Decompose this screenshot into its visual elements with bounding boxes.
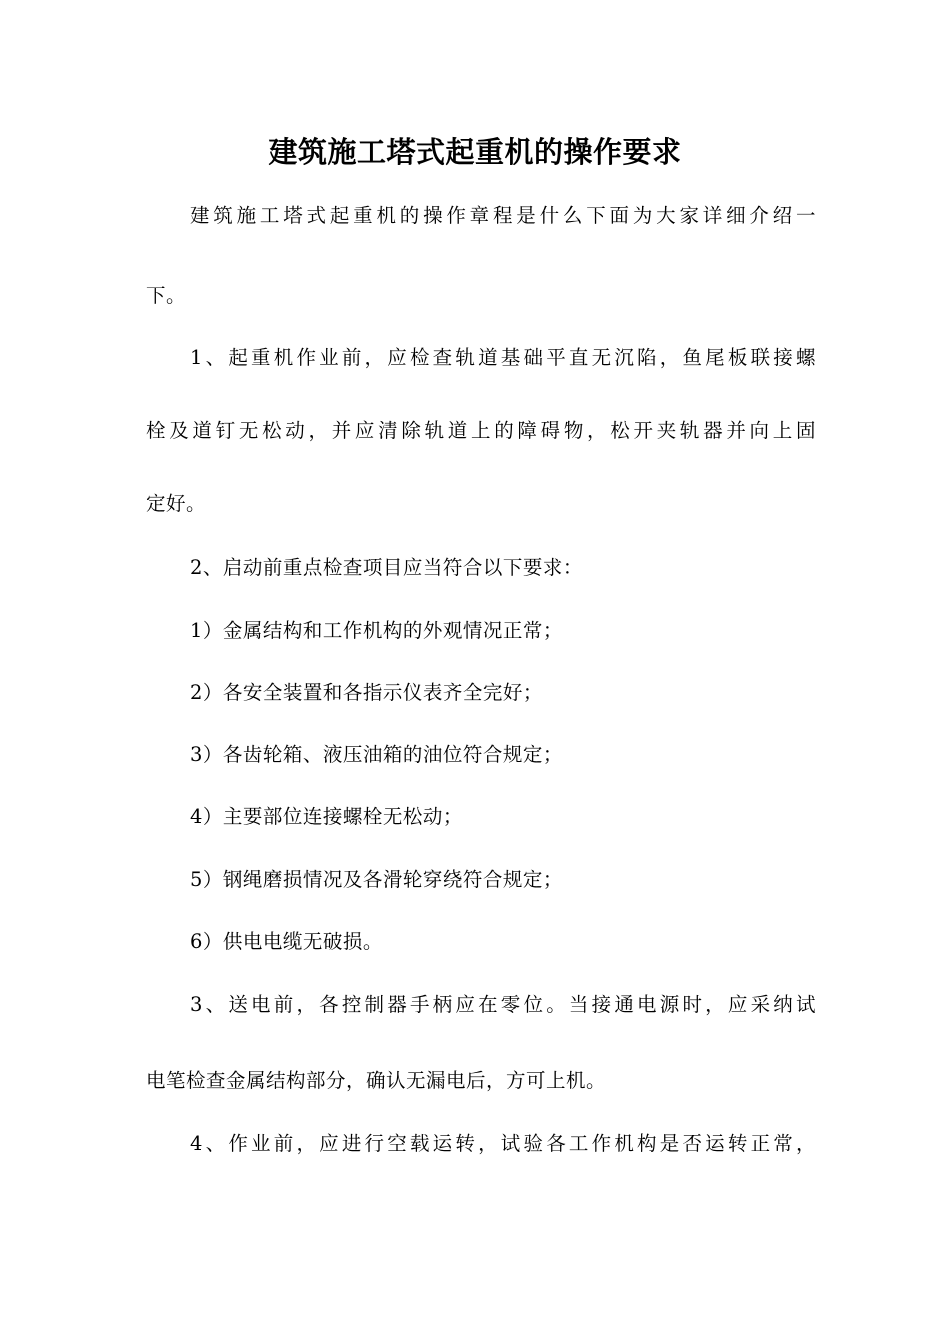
paragraph-line: 电笔检查金属结构部分，确认无漏电后，方可上机。	[146, 1069, 607, 1092]
paragraph-line: 1、起重机作业前，应检查轨道基础平直无沉陷，鱼尾板联接螺	[190, 346, 816, 369]
list-item: 1）金属结构和工作机构的外观情况正常；	[190, 619, 563, 642]
list-item: 5）钢绳磨损情况及各滑轮穿绕符合规定；	[190, 868, 563, 891]
list-item: 4）主要部位连接螺栓无松动；	[190, 805, 463, 828]
paragraph-line: 4、作业前，应进行空载运转，试验各工作机构是否运转正常，	[190, 1132, 816, 1155]
list-item: 3）各齿轮箱、液压油箱的油位符合规定；	[190, 743, 563, 766]
paragraph-line: 3、送电前，各控制器手柄应在零位。当接通电源时，应采纳试	[190, 993, 816, 1016]
paragraph-line: 2、启动前重点检查项目应当符合以下要求：	[190, 556, 583, 579]
document-title: 建筑施工塔式起重机的操作要求	[268, 135, 682, 169]
paragraph-line: 定好。	[146, 492, 207, 515]
list-item: 6）供电电缆无破损。	[190, 930, 383, 953]
list-item: 2）各安全装置和各指示仪表齐全完好；	[190, 681, 543, 704]
paragraph-line: 下。	[146, 284, 187, 307]
paragraph-line: 建筑施工塔式起重机的操作章程是什么下面为大家详细介绍一	[190, 204, 816, 227]
paragraph-line: 栓及道钉无松动，并应清除轨道上的障碍物，松开夹轨器并向上固	[146, 419, 816, 442]
